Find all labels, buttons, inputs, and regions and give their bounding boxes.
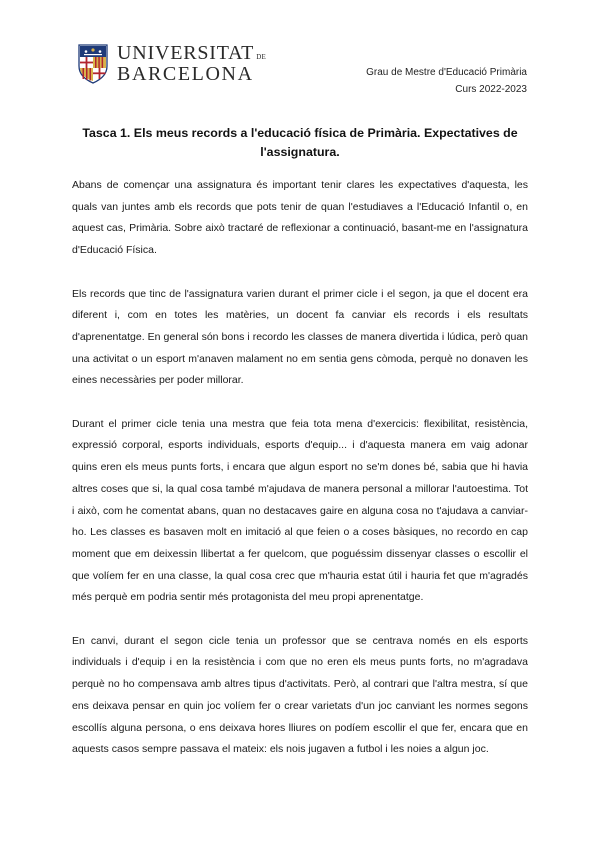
header-info: [366, 64, 527, 98]
university-logo: [76, 42, 266, 84]
page-header: [0, 0, 600, 110]
paragraph-2: Els records que tinc de l'assignatura varien durant el primer cicle i el segon, ja que el docent era diferent i, com en totes les matèries, un docent fa canviar els records i els resultats d'aprenentatge. En general són bons i recordo les classes de manera divertida i lúdica, però quan una activitat o un esport m'anaven malament no em sentia gens còmoda, perquè no donaven les eines necessàries per poder millorar.: [72, 287, 528, 387]
university-wordmark: [117, 43, 266, 84]
course-year: Curs 2022-2023: [455, 84, 527, 95]
university-name-de: DE: [256, 52, 267, 61]
degree-name: Grau de Mestre d'Educació Primària: [366, 67, 527, 78]
paragraph-3: Durant el primer cicle tenia una mestra que feia tota mena d'exercicis: flexibilitat, resistència, expressió corporal, esports individuals, esports d'equip... i d'aquesta manera em vaig adonar quins eren els meus punts forts, i encara que algun esport no se'm dones bé, sabia que hi havia altres coses que si, la qual cosa també m'ajudava de manera personal a millorar l'autoestima. Tot i això, com he comentat abans, quan no destacaves gaire en alguna cosa no t'ajudava a canviar-ho. Les classes es basaven molt en imitació al que feien o a coses bàsiques, no recordo en cap moment que em deixessin llibertat a fer quelcom, que poguéssim dissenyar classes o escollir el que volíem fer en una classe, la qual cosa crec que m'hauria estat útil i hauria fet que m'agradés més perquè em podria sentir més protagonista del meu propi aprenentatge.: [72, 417, 528, 604]
university-name-line2: BARCELONA: [117, 62, 254, 85]
document-title: Tasca 1. Els meus records a l'educació física de Primària. Expectatives de l'assignatura.: [82, 126, 518, 159]
paragraph-1: Abans de començar una assignatura és important tenir clares les expectatives d'aquesta, les quals van juntes amb els records que pots tenir de quan l'estudiaves a l'Educació Infantil o, en aquest cas, Primària. Sobre això tractaré de reflexionar a continuació, basant-me en l'assignatura d'Educació Física.: [72, 179, 528, 257]
university-emblem-icon: [76, 42, 110, 84]
document-body: [72, 175, 528, 783]
university-name-line1: UNIVERSITAT: [117, 41, 255, 64]
paragraph-4: En canvi, durant el segon cicle tenia un professor que se centrava només en els esports individuals i d'equip i en la resistència i com que no eren els meus punts forts, no m'agradava perquè no ho compensava amb altres tipus d'activitats. Però, al contrari que l'altra mestra, sí que ens deixava pensar en quin joc volíem fer o crear varietats d'un joc canviant les normes segons escollís alguna persona, o ens deixava hores lliures on podíem escollir el que fer, encara que en aquests casos sempre passava el mateix: els nois jugaven a futbol i les noies a algun joc.: [72, 634, 528, 756]
